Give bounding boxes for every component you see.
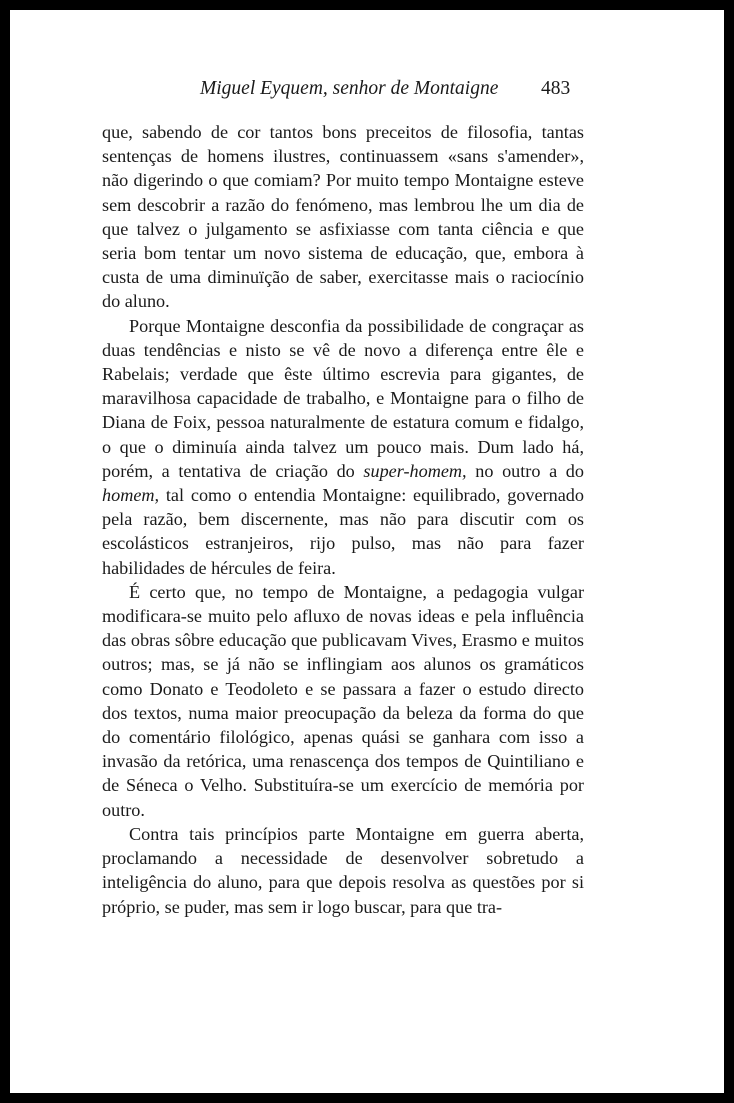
paragraph: É certo que, no tempo de Montaigne, a pedagogia vulgar modificara-se muito pelo afluxo de novas ideas e pela influência das obras sôbre educação que publicavam Vives, Erasmo e muitos outros; mas, se já não se inflingiam aos alunos os gramáticos como Donato e Teodoleto e se passara a fazer o estudo directo dos textos, numa maior preocupação da beleza da forma do que do comentário filológico, apenas quási se ganhara com isso a invasão da retórica, uma renascença dos tempos de Quintiliano e de Séneca o Velho. Substituíra-se um exercício de memória por outro. xyxy=(102,581,584,820)
paragraph: Contra tais princípios parte Montaigne em guerra aberta, proclamando a necessidade de desenvolver sobretudo a inteligência do aluno, para que depois resolva as questões por si próprio, se puder, mas sem ir logo buscar, para que tra- xyxy=(102,823,584,917)
paragraph xyxy=(102,314,584,580)
paragraph-text: tal como o entendia Montaigne: equilibrado, governado pela razão, bem discernente, mas não para discutir com os escolásticos estranjeiros, rijo pulso, mas não para fazer habilidades de hércules de feira. xyxy=(102,485,584,578)
running-title: Miguel Eyquem, senhor de Montaigne xyxy=(200,78,499,99)
book-page xyxy=(10,10,724,1093)
paragraph-text: no outro a do xyxy=(466,460,584,481)
running-head xyxy=(10,76,724,102)
emphasis-text: homem, xyxy=(102,485,160,506)
page-number: 483 xyxy=(541,78,571,99)
emphasis-text: super-homem, xyxy=(363,460,467,481)
body-text xyxy=(102,120,584,919)
paragraph-continued: que, sabendo de cor tantos bons preceitos de filosofia, tantas sentenças de homens ilustres, continuassem «sans s'amender», não digerindo o que comiam? Por muito tempo Montaigne esteve sem descobrir a razão do fenómeno, mas lembrou lhe um dia de que talvez o julgamento se asfixiasse com tanta ciência e que seria bom tentar um novo sistema de educação, que, embora à custa de uma diminuïção de saber, exercitasse mais o raciocínio do aluno. xyxy=(102,122,584,312)
paragraph-text: Porque Montaigne desconfia da possibilidade de congraçar as duas tendências e nisto se vê de novo a diferença entre êle e Rabelais; verdade que êste último escrevia para gigantes, de maravilhosa capacidade de trabalho, e Montaigne para o filho de Diana de Foix, pessoa naturalmente de estatura comum e fidalgo, o que o diminuía ainda talvez um pouco mais. Dum lado há, porém, a tentativa de criação do xyxy=(102,315,584,481)
